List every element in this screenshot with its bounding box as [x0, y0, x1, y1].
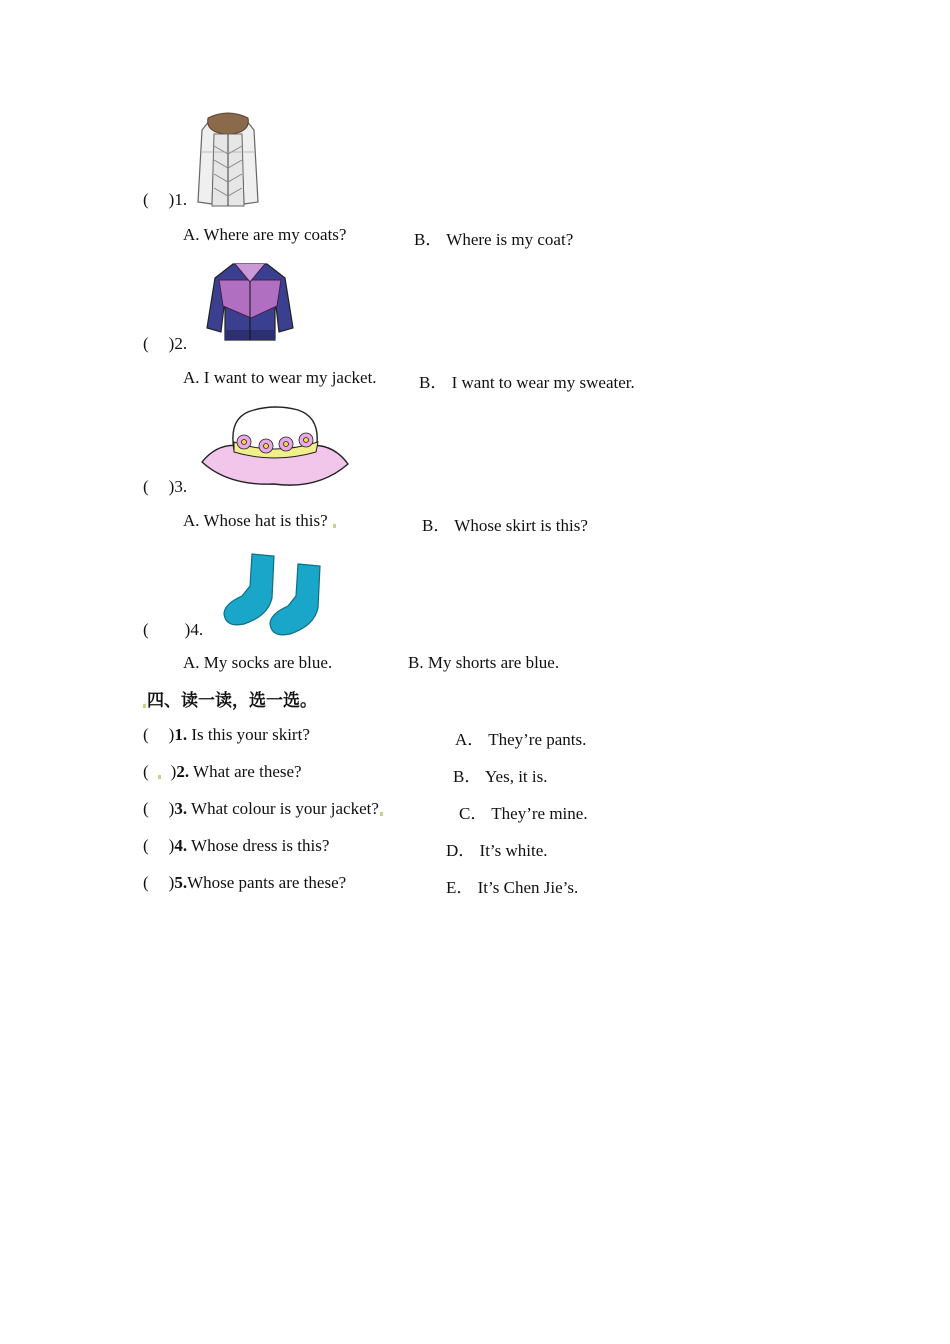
- question-row-4: ( )4. Whose dress is this?: [143, 836, 330, 855]
- socks-picture: [220, 552, 324, 636]
- jacket-picture: [205, 258, 295, 344]
- question-row-1: ( )1. Is this your skirt?: [143, 725, 310, 744]
- question-2-label: ( )2.: [143, 334, 188, 353]
- question-4-label: ( )4.: [143, 620, 204, 639]
- answer-b: B． Yes, it is.: [453, 767, 548, 786]
- question-row-2: ( )2. What are these?: [143, 762, 302, 781]
- answer-d: D． It’s white.: [446, 841, 548, 860]
- section-4-title: 四、读一读，选一选。: [143, 686, 317, 711]
- answer-c: C． They’re mine.: [459, 804, 588, 823]
- question-row-5: ( )5.Whose pants are these?: [143, 873, 347, 892]
- option-3b: B． Whose skirt is this?: [422, 516, 588, 535]
- option-1b: B． Where is my coat?: [414, 230, 574, 249]
- option-1a: A. Where are my coats?: [183, 225, 347, 244]
- mark-dot: [333, 524, 336, 528]
- mark-dot: [380, 812, 383, 816]
- option-4b: B. My shorts are blue.: [408, 653, 560, 672]
- question-row-3: ( )3. What colour is your jacket?: [143, 799, 384, 819]
- question-3-label: ( )3.: [143, 477, 188, 496]
- option-2a: A. I want to wear my jacket.: [183, 368, 377, 387]
- question-1-label: ( )1.: [143, 190, 188, 209]
- mark-dot: [143, 704, 146, 708]
- coat-picture: [196, 112, 260, 208]
- answer-a: A． They’re pants.: [455, 730, 587, 749]
- answer-e: E． It’s Chen Jie’s.: [446, 878, 579, 897]
- option-2b: B． I want to wear my sweater.: [419, 373, 635, 392]
- hat-picture: [198, 402, 350, 488]
- option-3a: A. Whose hat is this?: [183, 511, 337, 531]
- mark-dot: [158, 775, 161, 779]
- option-4a: A. My socks are blue.: [183, 653, 333, 672]
